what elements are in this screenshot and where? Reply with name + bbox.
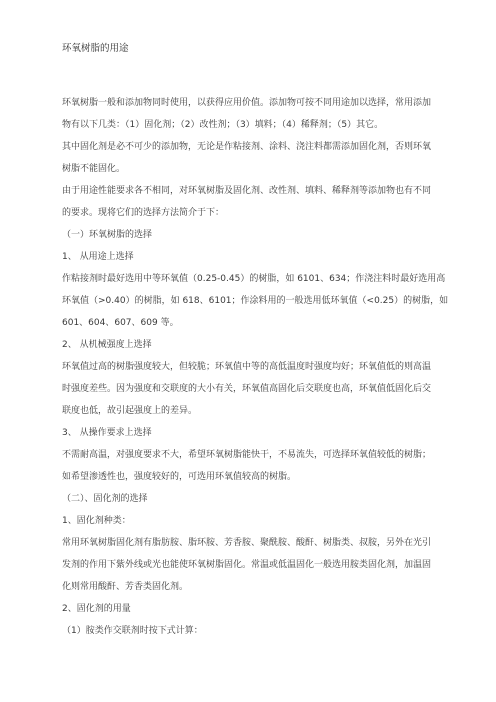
paragraph-line: 由于用途性能要求各不相同，对环氧树脂及固化剂、改性剂、填料、稀释剂等添加物也有不同 (62, 186, 432, 196)
paragraph-line: 发剂的作用下紫外线或光也能使环氧树脂固化。常温或低温固化一般选用胺类固化剂，加温固 (62, 560, 432, 570)
paragraph-line: 的要求。现将它们的选择方法简介于下： (62, 208, 225, 218)
paragraph-line: 环氧树脂一般和添加物同时使用，以获得应用价值。添加物可按不同用途加以选择，常用添加 (62, 98, 432, 108)
paragraph-line: 物有以下几类：（1）固化剂；（2）改性剂；（3）填料；（4）稀释剂；（5）其它。 (62, 120, 384, 130)
subsection-heading: 1、 从用途上选择 (62, 252, 134, 262)
paragraph-line: 作粘接剂时最好选用中等环氧值（0.25-0.45）的树脂，如 6101、634；作浇注料时最好选用高 (62, 274, 446, 284)
paragraph-line: 时强度差些。因为强度和交联度的大小有关，环氧值高固化后交联度也高，环氧值低固化后交 (62, 384, 432, 394)
paragraph-line: 601、604、607、609 等。 (62, 318, 179, 328)
paragraph-line: 常用环氧树脂固化剂有脂肪胺、脂环胺、芳香胺、聚酰胺、酸酐、树脂类、叔胺，另外在光引 (62, 538, 432, 548)
paragraph-line: 如希望渗透性也，强度较好的，可选用环氧值较高的树脂。 (62, 472, 297, 482)
paragraph-line: 化则常用酸酐、芳香类固化剂。 (62, 582, 189, 592)
subsection-heading: 3、 从操作要求上选择 (62, 428, 152, 438)
paragraph-line: 联度也低，故引起强度上的差异。 (62, 406, 198, 416)
paragraph-line: 其中固化剂是必不可少的添加物，无论是作粘接剂、涂料、浇注料都需添加固化剂，否则环氧 (62, 142, 432, 152)
paragraph-line: 树脂不能固化。 (62, 164, 126, 174)
paragraph-line: 环氧值过高的树脂强度较大，但较脆；环氧值中等的高低温度时强度均好；环氧值低的则高温 (62, 362, 432, 372)
paragraph-line: 不需耐高温，对强度要求不大，希望环氧树脂能快干，不易流失，可选择环氧值较低的树脂； (62, 450, 432, 460)
section-heading: （二）、固化剂的选择 (62, 494, 148, 504)
document-title: 环氧树脂的用途 (62, 43, 129, 54)
subsection-heading: 2、固化剂的用量 (62, 604, 131, 614)
subsection-heading: 2、 从机械强度上选择 (62, 340, 152, 350)
paragraph-line: 环氧值（>0.40）的树脂，如 618、6101；作涂料用的一般选用低环氧值（<0.25）的树脂，如 (62, 296, 449, 306)
subsection-heading: 1、固化剂种类： (62, 516, 131, 526)
section-heading: （一）环氧树脂的选择 (62, 230, 153, 240)
paragraph-line: （1）胺类作交联剂时按下式计算： (62, 626, 203, 636)
